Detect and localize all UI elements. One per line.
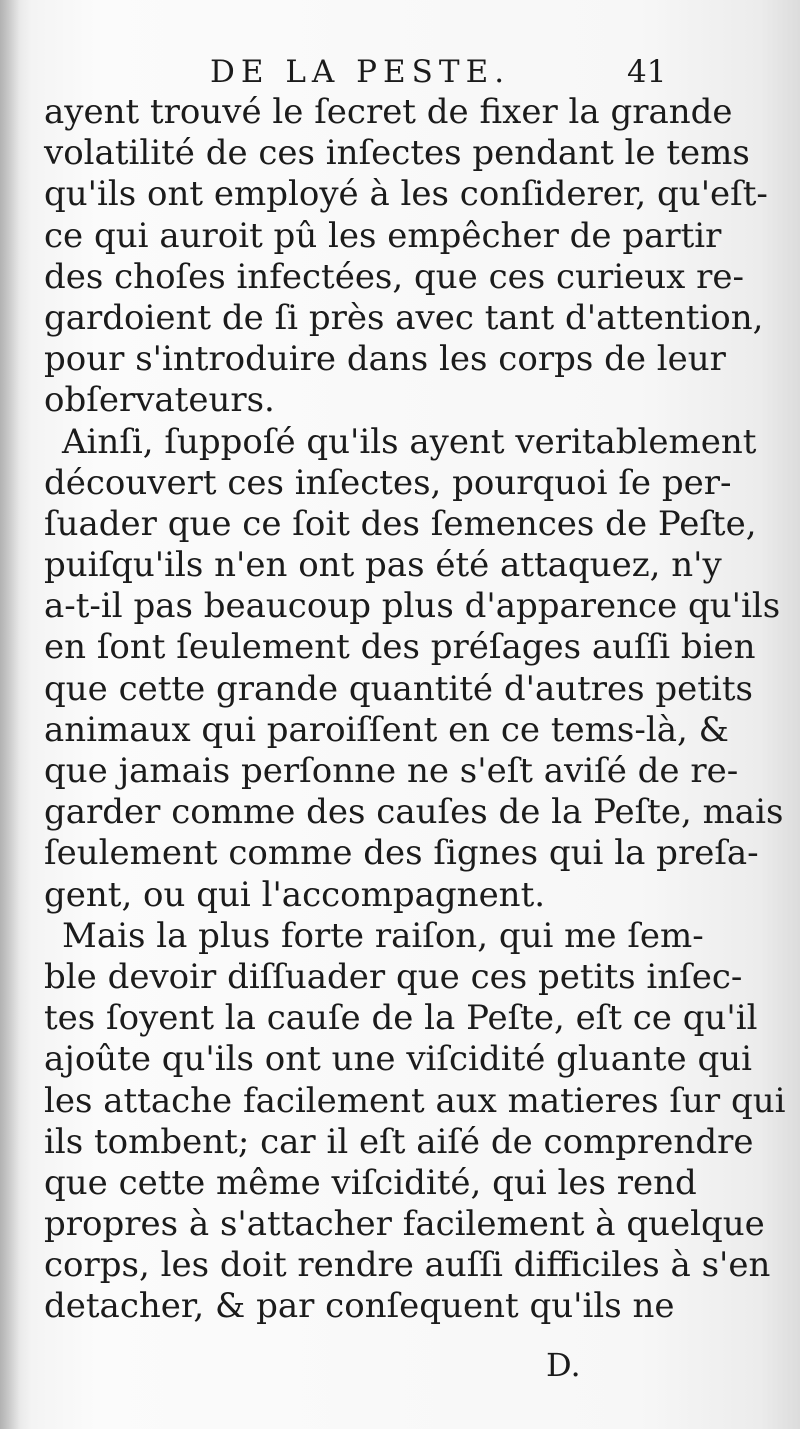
text-line: puiſqu'ils n'en ont pas été attaquez, n'y [44,545,722,586]
text-line: tes ſoyent la cauſe de la Peſte, eſt ce qu'il [44,998,758,1039]
text-line: gardoient de ſi près avec tant d'attention, [44,297,764,338]
body-text [44,92,786,1328]
page-gutter-shadow [0,0,20,1429]
text-line: que jamais perſonne ne s'eſt aviſé de re- [44,751,739,791]
text-line: découvert ces inſectes, pourquoi ſe per- [44,462,732,503]
text-line: ils tombent; car il eſt aiſé de comprendre [44,1121,754,1162]
text-line: ayent trouvé le ſecret de fixer la grande [44,92,733,132]
text-line: animaux qui paroiſſent en ce tems-là, & [44,709,729,750]
paragraph-start-line: Ainſi, ſuppoſé qu'ils ayent veritablement [62,421,757,462]
text-line: qu'ils ont employé à les conſiderer, qu'eſt- [44,174,768,215]
page-number: 41 [627,54,667,90]
text-line: garder comme des cauſes de la Peſte, mais [44,792,784,833]
text-line: corps, les doit rendre auſſi difficiles à s'en [44,1245,771,1286]
text-line: en ſont ſeulement des préſages auſſi bien [44,627,756,668]
text-line: que cette grande quantité d'autres petits [44,668,753,709]
text-line: les attache facilement aux matieres ſur qui [44,1080,786,1121]
text-line: ſuader que ce ſoit des ſemences de Peſte, [44,503,757,544]
text-line: obſervateurs. [44,380,275,421]
text-line: volatilité de ces inſectes pendant le tems [44,133,750,174]
text-line: pour s'introduire dans les corps de leur [44,339,726,380]
text-line: que cette même viſcidité, qui les rend [44,1162,697,1203]
text-line: ble devoir diſſuader que ces petits inſec- [44,956,743,997]
text-line: propres à s'attacher facilement à quelque [44,1204,765,1245]
text-line: gent, ou qui l'accompagnent. [44,874,546,915]
text-line: des choſes infectées, que ces curieux re- [44,256,744,297]
text-line: ce qui auroit pû les empêcher de partir [44,215,722,256]
text-line: ſeulement comme des ſignes qui la preſa- [44,833,759,874]
running-head: DE LA PESTE. [210,54,511,90]
text-line: ajoûte qu'ils ont une viſcidité gluante qui [44,1039,752,1080]
signature-mark: D. [546,1346,581,1384]
text-line: a-t-il pas beaucoup plus d'apparence qu'ils [44,586,781,627]
text-line: detacher, & par conſequent qu'ils ne [44,1286,675,1327]
paragraph-start-line: Mais la plus forte raiſon, qui me ſem- [62,915,704,956]
